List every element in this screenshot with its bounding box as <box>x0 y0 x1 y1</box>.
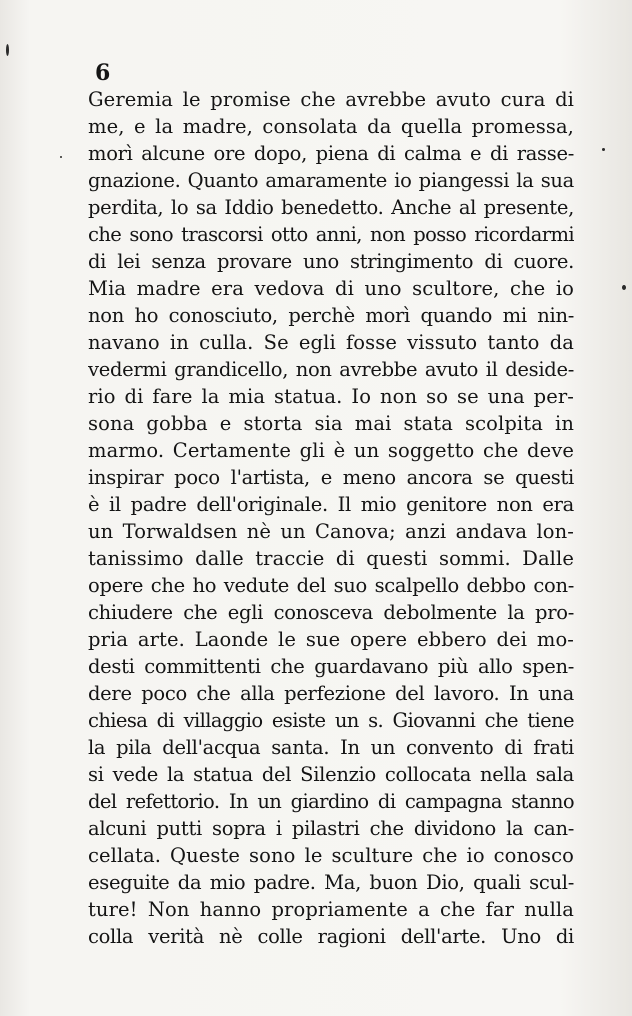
text-line: ture! Non hanno propriamente a che far nulla <box>88 898 574 921</box>
paper-speck <box>60 156 62 158</box>
text-line: chiudere che egli conosceva debolmente la pro- <box>88 601 574 624</box>
text-line: non ho conosciuto, perchè morì quando mi nin- <box>88 304 574 327</box>
text-line: gnazione. Quanto amaramente io piangessi la sua <box>88 169 574 192</box>
page-number: 6 <box>95 60 111 86</box>
text-line: pria arte. Laonde le sue opere ebbero dei mo- <box>88 628 574 651</box>
text-line: di lei senza provare uno stringimento di cuore. <box>88 250 574 273</box>
text-line: chiesa di villaggio esiste un s. Giovanni che tiene <box>88 709 574 732</box>
text-line: perdita, lo sa Iddio benedetto. Anche al presente, <box>88 196 574 219</box>
text-line: si vede la statua del Silenzio collocata nella sala <box>88 763 574 786</box>
text-line: marmo. Certamente gli è un soggetto che deve <box>88 439 574 462</box>
text-line: opere che ho vedute del suo scalpello debbo con- <box>88 574 574 597</box>
text-line: dere poco che alla perfezione del lavoro. In una <box>88 682 574 705</box>
text-line: inspirar poco l'artista, e meno ancora se questi <box>88 466 574 489</box>
text-line: me, e la madre, consolata da quella promessa, <box>88 115 574 138</box>
paper-speck <box>6 44 9 56</box>
text-line: che sono trascorsi otto anni, non posso ricordarmi <box>88 223 574 246</box>
text-line: la pila dell'acqua santa. In un convento di frati <box>88 736 574 759</box>
text-line: cellata. Queste sono le sculture che io conosco <box>88 844 574 867</box>
text-line: navano in culla. Se egli fosse vissuto tanto da <box>88 331 574 354</box>
body-text <box>88 86 574 950</box>
text-line: Mia madre era vedova di uno scultore, che io <box>88 277 574 300</box>
text-line: eseguite da mio padre. Ma, buon Dio, quali scul- <box>88 871 574 894</box>
paper-speck <box>602 148 605 151</box>
text-line: sona gobba e storta sia mai stata scolpita in <box>88 412 574 435</box>
text-line: tanissimo dalle traccie di questi sommi. Dalle <box>88 547 574 570</box>
text-line: alcuni putti sopra i pilastri che dividono la can- <box>88 817 574 840</box>
text-line: morì alcune ore dopo, piena di calma e di rasse- <box>88 142 574 165</box>
text-line: desti committenti che guardavano più allo spen- <box>88 655 574 678</box>
text-line: è il padre dell'originale. Il mio genitore non era <box>88 493 574 516</box>
text-line: rio di fare la mia statua. Io non so se una per- <box>88 385 574 408</box>
text-line: Geremia le promise che avrebbe avuto cura di <box>88 88 574 111</box>
paper-speck <box>622 285 626 290</box>
text-line: colla verità nè colle ragioni dell'arte. Uno di <box>88 925 574 948</box>
text-line: un Torwaldsen nè un Canova; anzi andava lon- <box>88 520 574 543</box>
text-line: del refettorio. In un giardino di campagna stanno <box>88 790 574 813</box>
text-line: vedermi grandicello, non avrebbe avuto il deside- <box>88 358 574 381</box>
